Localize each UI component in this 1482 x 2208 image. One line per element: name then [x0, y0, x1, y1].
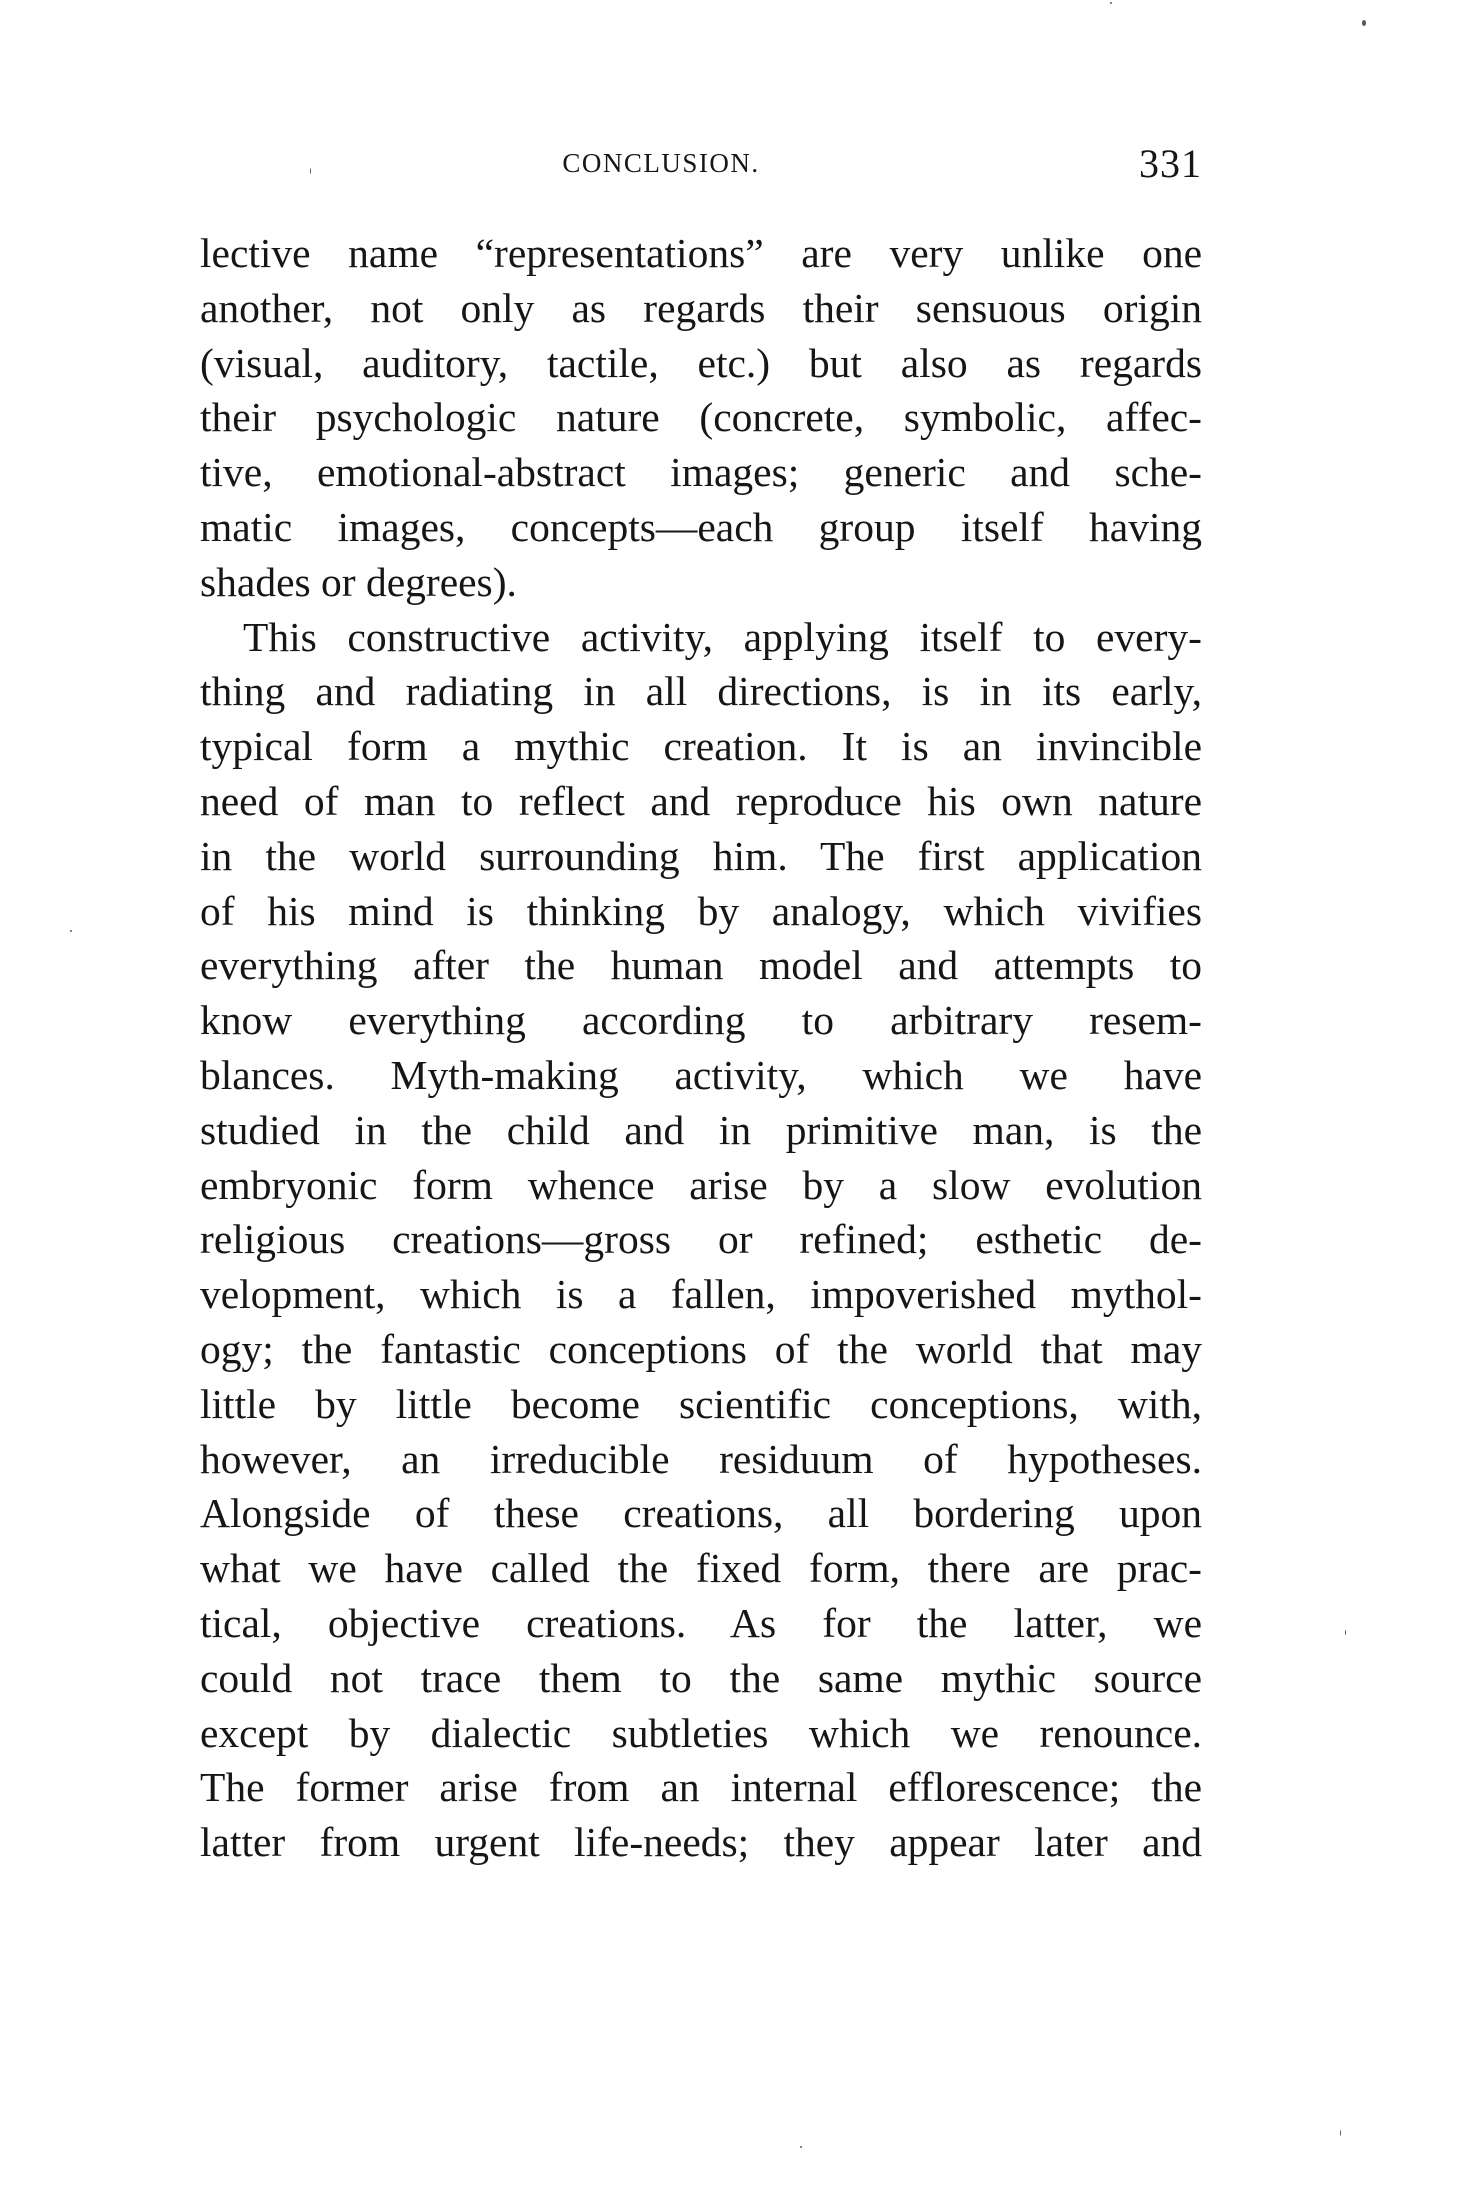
- scan-speck: [1110, 2, 1112, 4]
- text-line: what we have called the fixed form, there are prac-: [200, 1545, 1202, 1592]
- scan-speck: [1340, 2130, 1341, 2136]
- text-line: religious creations—gross or refined; esthetic de-: [200, 1216, 1202, 1263]
- text-line: blances. Myth-making activity, which we have: [200, 1051, 1202, 1098]
- text-line: embryonic form whence arise by a slow evolution: [200, 1161, 1202, 1208]
- text-line: thing and radiating in all directions, is in its early,: [200, 668, 1202, 715]
- text-line: Alongside of these creations, all bordering upon: [200, 1490, 1202, 1537]
- scan-speck: [800, 2146, 802, 2148]
- text-line: typical form a mythic creation. It is an invincible: [200, 723, 1202, 770]
- text-line: latter from urgent life-needs; they appear later and: [200, 1819, 1202, 1866]
- text-line: shades or degrees).: [200, 558, 517, 605]
- text-line: matic images, concepts—each group itself having: [200, 503, 1202, 550]
- text-line: another, not only as regards their sensuous origin: [200, 284, 1202, 331]
- text-line: (visual, auditory, tactile, etc.) but also as regards: [200, 339, 1202, 386]
- running-title: CONCLUSION.: [562, 148, 760, 178]
- scan-speck: [310, 168, 311, 174]
- page-number: 331: [1139, 141, 1202, 186]
- text-line: This constructive activity, applying itself to every-: [243, 613, 1202, 660]
- text-line: of his mind is thinking by analogy, which vivifies: [200, 887, 1202, 934]
- text-line: studied in the child and in primitive man, is the: [200, 1106, 1202, 1153]
- text-line: their psychologic nature (concrete, symbolic, affec-: [200, 394, 1202, 441]
- running-head: [200, 138, 1202, 188]
- text-line: tical, objective creations. As for the latter, we: [200, 1599, 1202, 1646]
- scan-speck: [1345, 1630, 1346, 1635]
- text-line: lective name “representations” are very unlike one: [200, 230, 1202, 276]
- text-line: velopment, which is a fallen, impoverished mythol-: [200, 1271, 1202, 1318]
- text-line: need of man to reflect and reproduce his own nature: [200, 777, 1202, 824]
- body-text: [200, 226, 1202, 1870]
- text-line: could not trace them to the same mythic source: [200, 1654, 1202, 1701]
- paragraph-2: [200, 610, 1202, 1870]
- text-line: know everything according to arbitrary resem-: [200, 997, 1202, 1044]
- scan-speck: [1362, 20, 1366, 26]
- scan-speck: [70, 930, 72, 932]
- text-line: everything after the human model and attempts to: [200, 942, 1202, 989]
- text-line: except by dialectic subtleties which we renounce.: [200, 1709, 1202, 1756]
- text-line: in the world surrounding him. The first application: [200, 832, 1202, 879]
- paragraph-1: [200, 226, 1202, 610]
- text-line: however, an irreducible residuum of hypotheses.: [200, 1435, 1202, 1482]
- text-line: ogy; the fantastic conceptions of the world that may: [200, 1325, 1202, 1372]
- text-line: little by little become scientific conceptions, with,: [200, 1380, 1202, 1427]
- text-line: The former arise from an internal efflorescence; the: [200, 1764, 1202, 1811]
- text-line: tive, emotional-abstract images; generic and sche-: [200, 449, 1202, 496]
